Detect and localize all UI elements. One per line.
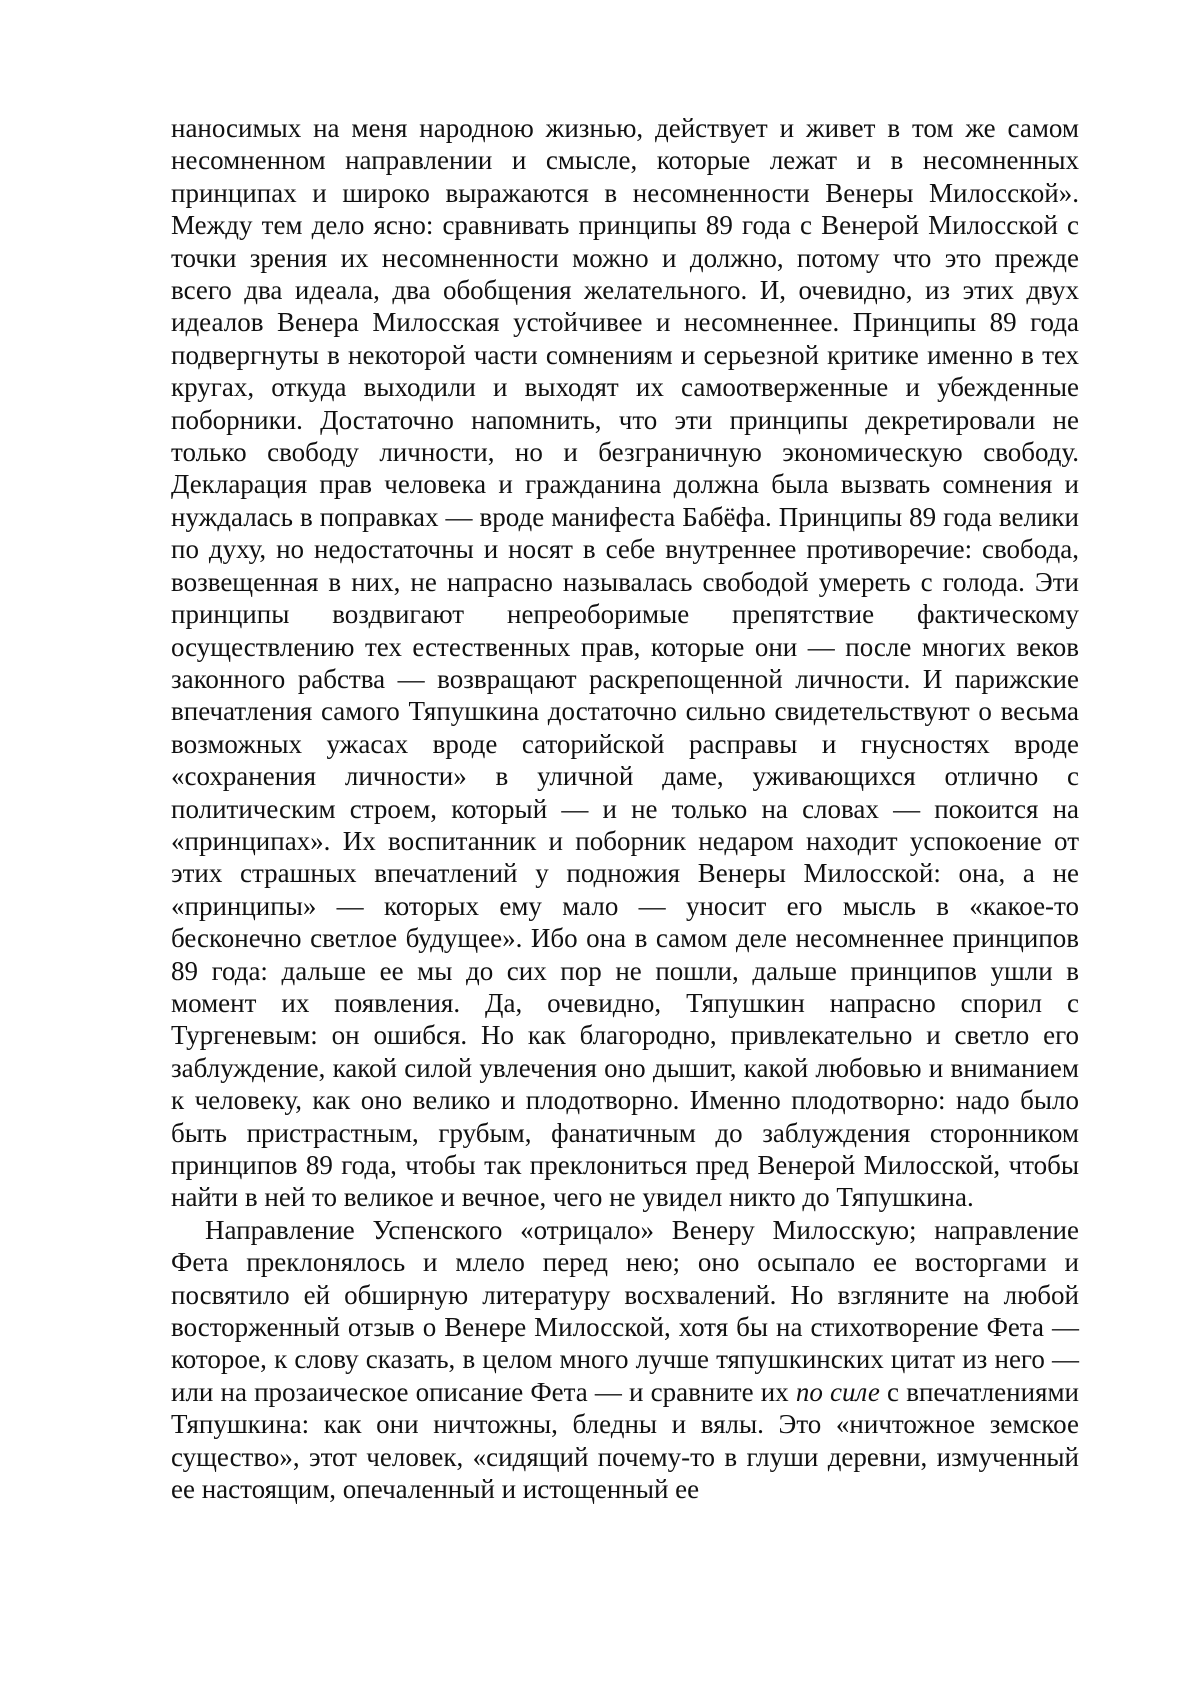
italic-phrase: по силе: [795, 1376, 880, 1407]
paragraph-2-text-after-italic: с впечатлениями Тяпушкина: как они ничтожны, бледны и вялы. Это «ничтожное земское существо», этот человек, «сидящий почему-то в глуши деревни, измученный ее настоящим, опечаленный и истощенный ее: [171, 1376, 1080, 1505]
paragraph-1: наносимых на меня народною жизнью, действует и живет в том же самом несомненном направлении и смысле, которые лежат и в несомненных принципах и широко выражаются в несомненности Венеры Милосской». Между тем дело ясно: сравнивать принципы 89 года с Венерой Милосской с точки зрения их несомненности можно и должно, потому что это прежде всего два идеала, два обобщения желательного. И, очевидно, из этих двух идеалов Венера Милосская устойчивее и несомненнее. Принципы 89 года подвергнуты в некоторой части сомнениям и серьезной критике именно в тех кругах, откуда выходили и выходят их самоотверженные и убежденные поборники. Достаточно напомнить, что эти принципы декретировали не только свободу личности, но и безграничную экономическую свободу. Декларация прав человека и гражданина должна была вызвать сомнения и нуждалась в поправках — вроде манифеста Бабёфа. Принципы 89 года велики по духу, но недостаточны и носят в себе внутреннее противоречие: свобода, возвещенная в них, не напрасно называлась свободой умереть с голода. Эти принципы воздвигают непреоборимые препятствие фактическому осуществлению тех естественных прав, которые они — после многих веков законного рабства — возвращают раскрепощенной личности. И парижские впечатления самого Тяпушкина достаточно сильно свидетельствуют о весьма возможных ужасах вроде саторийской расправы и гнусностях вроде «сохранения личности» в уличной даме, уживающихся отлично с политическим строем, который — и не только на словах — покоится на «принципах». Их воспитанник и поборник недаром находит успокоение от этих страшных впечатлений у подножия Венеры Милосской: она, а не «принципы» — которых ему мало — уносит его мысль в «какое-то бесконечно светлое будущее». Ибо она в самом деле несомненнее принципов 89 года: дальше ее мы до сих пор не пошли, дальше принципов ушли в момент их появления. Да, очевидно, Тяпушкин напрасно спорил с Тургеневым: он ошибся. Но как благородно, привлекательно и светло его заблуждение, какой силой увлечения оно дышит, какой любовью и вниманием к человеку, как оно велико и плодотворно. Именно плодотворно: надо было быть пристрастным, грубым, фанатичным до заблуждения сторонником принципов 89 года, чтобы так преклониться пред Венерой Милосской, чтобы найти в ней то великое и вечное, чего не увидел никто до Тяпушкина.: [171, 113, 1079, 1213]
paragraph-2: [171, 1214, 1079, 1506]
document-page: [171, 112, 1079, 1505]
paragraph-2-text-before-italic: Направление Успенского «отрицало» Венеру Милосскую; направление Фета преклонялось и млело перед нею; оно осыпало ее восторгами и посвятило ей обширную литературу восхвалений. Но взгляните на любой восторженный отзыв о Венере Милосской, хотя бы на стихотворение Фета — которое, к слову сказать, в целом много лучше тяпушкинских цитат из него — или на прозаическое описание Фета — и сравните их: [171, 1214, 1079, 1407]
